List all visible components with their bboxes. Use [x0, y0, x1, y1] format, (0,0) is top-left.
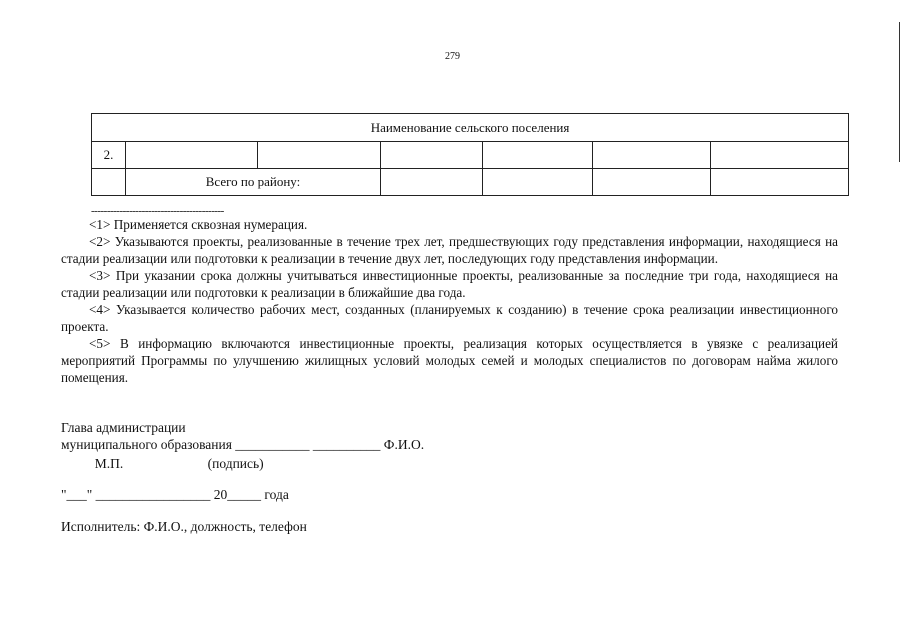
row-number-cell: 2.: [92, 142, 126, 169]
footnote-1: <1> Применяется сквозная нумерация.: [89, 217, 308, 232]
total-label-cell: Всего по району:: [126, 169, 381, 196]
table-cell: [711, 142, 849, 169]
page-number: 279: [445, 51, 460, 62]
table-cell: [483, 169, 593, 196]
footnote-4: <4> Указывается количество рабочих мест, созданных (планируемых к созданию) в течение срока реализации инвестиционного проекта.: [61, 302, 838, 334]
table-cell: [593, 142, 711, 169]
executor-line: Исполнитель: Ф.И.О., должность, телефон: [61, 519, 307, 534]
footnotes: [61, 216, 838, 386]
stamp-signature-caption: М.П. (подпись): [61, 456, 264, 471]
settlement-name-header: Наименование сельского поселения: [92, 114, 849, 142]
footnote-3: <3> При указании срока должны учитываться инвестиционные проекты, реализованные за последние три года, находящиеся на стадии реализации или подготовки к реализации в ближайшие два года.: [61, 268, 838, 300]
table-cell: [258, 142, 381, 169]
footnote-2: <2> Указываются проекты, реализованные в течение трех лет, предшествующих году представления информации, находящиеся на стадии реализации или подготовки к реализации в течение двух лет, последующих году представления информации.: [61, 234, 838, 266]
table-cell: [92, 169, 126, 196]
table-cell: [483, 142, 593, 169]
page-edge-line: [899, 22, 900, 162]
settlement-table: [91, 113, 849, 196]
footnote-5: <5> В информацию включаются инвестиционные проекты, реализация которых осуществляется в увязке с реализацией мероприятий Программы по улучшению жилищных условий молодых семей и молодых специалистов по договорам найма жилого помещения.: [61, 336, 838, 385]
signature-title: Глава администрации: [61, 420, 186, 435]
table-row: [92, 142, 849, 169]
table-cell: [381, 142, 483, 169]
footnote-separator: ------------------------------------------: [91, 205, 224, 217]
table-header-row: [92, 114, 849, 142]
table-cell: [711, 169, 849, 196]
table-cell: [593, 169, 711, 196]
table-total-row: [92, 169, 849, 196]
signature-line: муниципального образования ___________ __________ Ф.И.О.: [61, 437, 425, 452]
table-cell: [126, 142, 258, 169]
table-cell: [381, 169, 483, 196]
date-line: "___" _________________ 20_____ года: [61, 487, 289, 502]
